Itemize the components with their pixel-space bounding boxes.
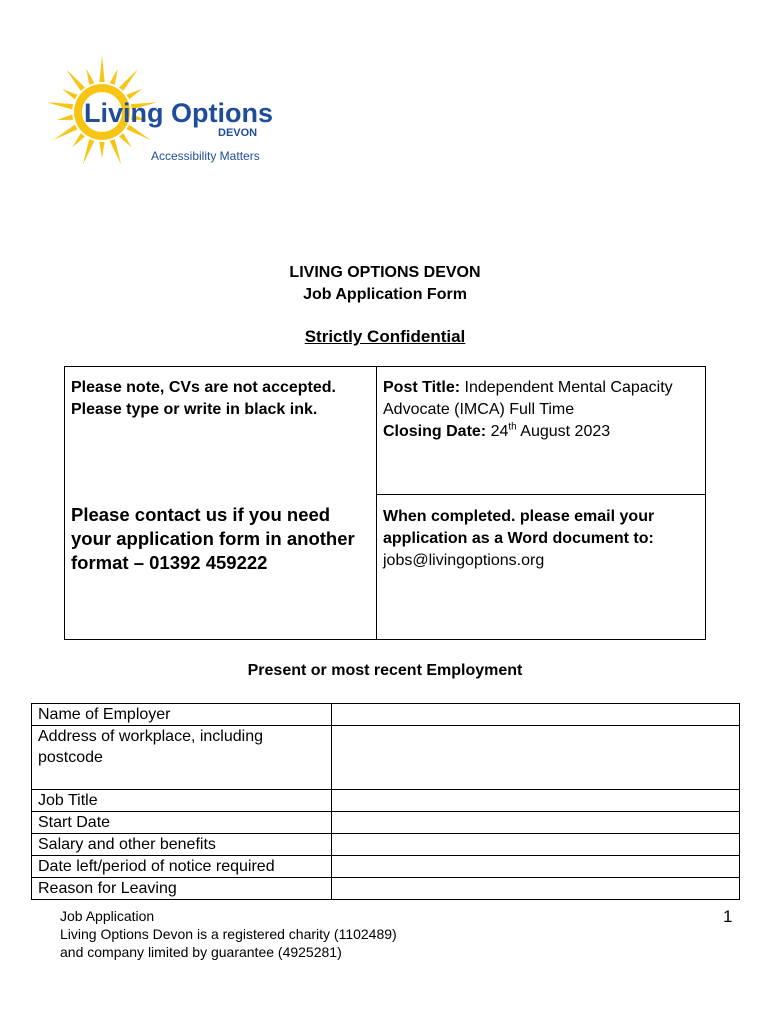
footer-line3: and company limited by guarantee (4925281): [60, 944, 342, 960]
employer-field[interactable]: [332, 704, 740, 726]
cv-note: [71, 377, 371, 421]
email-address[interactable]: jobs@livingoptions.org: [383, 552, 545, 569]
row-label-date-left: Date left/period of notice required: [32, 856, 332, 878]
sun-ray: [110, 69, 118, 85]
row-label-job-title: Job Title: [32, 790, 332, 812]
employment-table: [31, 703, 740, 900]
sun-ray: [119, 69, 138, 91]
table-row: [32, 812, 740, 834]
info-box-divider-horizontal: [376, 494, 706, 495]
info-box-divider-vertical: [376, 367, 377, 639]
alternative-format-contact: Please contact us if you need your application form in another format – 01392 459222: [71, 504, 355, 573]
logo-tagline: Accessibility Matters: [151, 149, 260, 163]
post-title-label: Post Title:: [383, 379, 461, 396]
info-box: [64, 366, 706, 640]
table-row: [32, 726, 740, 790]
post-title-value: Independent Mental Capacity Advocate (IMCA) Full Time: [383, 379, 673, 418]
address-field[interactable]: [332, 726, 740, 790]
job-title-field[interactable]: [332, 790, 740, 812]
cv-note-line2: Please type or write in black ink.: [71, 401, 318, 418]
logo-name-line2: DEVON: [218, 127, 258, 139]
sun-ray: [86, 69, 94, 85]
table-row: [32, 704, 740, 726]
page-number: 1: [723, 907, 733, 926]
closing-date-suffix: th: [508, 421, 517, 433]
organization-name: LIVING OPTIONS DEVON: [289, 264, 481, 281]
reason-leaving-field[interactable]: [332, 878, 740, 900]
sun-ray: [54, 125, 78, 140]
row-label-reason-leaving: Reason for Leaving: [32, 878, 332, 900]
closing-date-month-year: August 2023: [520, 423, 611, 440]
row-label-start-date: Start Date: [32, 812, 332, 834]
table-row: [32, 834, 740, 856]
sun-ray: [47, 102, 73, 109]
date-left-field[interactable]: [332, 856, 740, 878]
confidentiality-notice: Strictly Confidential: [304, 327, 466, 346]
sun-ray: [119, 133, 131, 147]
post-details: [383, 377, 703, 443]
sun-ray: [83, 139, 94, 164]
start-date-field[interactable]: [332, 812, 740, 834]
row-label-employer: Name of Employer: [32, 704, 332, 726]
employment-section-title: Present or most recent Employment: [247, 662, 523, 679]
footer-line2: Living Options Devon is a registered charity (1102489): [60, 926, 397, 942]
sun-ray: [110, 139, 121, 164]
footer: [60, 907, 397, 961]
table-row: [32, 856, 740, 878]
footer-line1: Job Application: [60, 908, 155, 924]
table-row: [32, 790, 740, 812]
closing-date-label: Closing Date:: [383, 423, 487, 440]
closing-date-day: 24: [490, 423, 509, 440]
email-instruction-text: When completed. please email your application as a Word document to:: [383, 508, 655, 547]
email-instructions: [383, 506, 703, 572]
form-title: Job Application Form: [303, 286, 467, 303]
cv-note-line1: Please note, CVs are not accepted.: [71, 379, 336, 396]
living-options-logo: [44, 52, 276, 174]
logo-name-line1: Living Options: [84, 98, 273, 128]
sun-ray: [62, 89, 77, 99]
sun-icon: [44, 52, 276, 174]
row-label-salary: Salary and other benefits: [32, 834, 332, 856]
table-row: [32, 878, 740, 900]
sun-ray: [66, 69, 85, 91]
sun-ray: [72, 133, 84, 147]
row-label-address: Address of workplace, including postcode: [32, 726, 332, 790]
sun-ray: [99, 142, 104, 158]
sun-ray: [99, 56, 104, 82]
sun-ray: [57, 115, 73, 120]
salary-field[interactable]: [332, 834, 740, 856]
